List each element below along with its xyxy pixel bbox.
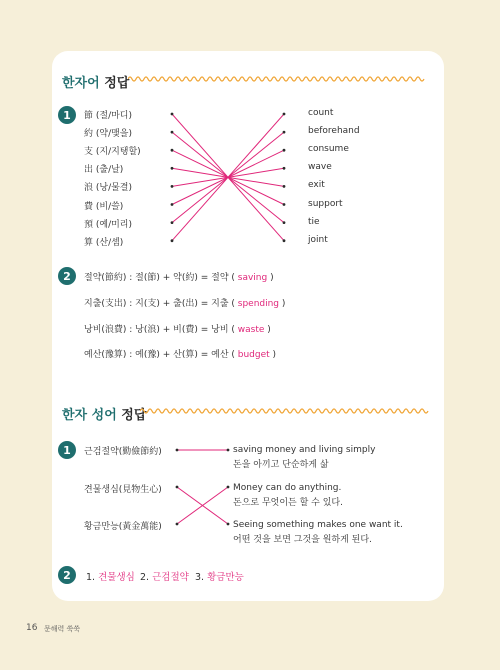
section1-q2-number: 2 bbox=[58, 267, 76, 285]
english-item: joint bbox=[308, 234, 328, 245]
hanja-item: 出 (출/날) bbox=[84, 165, 124, 176]
hanja-item: 預 (예/미리) bbox=[84, 219, 132, 230]
idiom-answer: 2. 근검절약 bbox=[140, 572, 189, 583]
equation-close: ) bbox=[279, 299, 286, 309]
equation-text: 낭비(浪費) : 낭(浪) + 비(費) = 낭비 ( bbox=[84, 325, 238, 335]
hanja-item: 算 (산/셈) bbox=[84, 237, 124, 248]
meaning-korean: 어떤 것을 보면 그것을 원하게 된다. bbox=[233, 535, 372, 545]
hanja-item: 節 (절/마디) bbox=[84, 111, 132, 121]
meaning-korean: 돈을 아끼고 단순하게 삶 bbox=[233, 460, 329, 470]
equation-answer: waste bbox=[237, 325, 265, 335]
match-dot bbox=[176, 523, 179, 526]
equation-text: 지출(支出) : 지(支) + 출(出) = 지출 ( bbox=[84, 299, 238, 309]
english-item: count bbox=[308, 108, 334, 118]
hanja-item: 約 (약/맺을) bbox=[84, 129, 132, 140]
equation-close: ) bbox=[264, 325, 271, 335]
page-number: 16 bbox=[26, 623, 38, 633]
section2-q2-number: 2 bbox=[58, 566, 76, 584]
match-dot bbox=[227, 486, 230, 489]
english-item: wave bbox=[308, 162, 332, 173]
section1-title: 한자어 정답 bbox=[62, 76, 130, 91]
equation-answer: spending bbox=[237, 299, 280, 309]
equation-answer: saving bbox=[237, 273, 268, 283]
idiom-answer: 3. 황금만능 bbox=[195, 572, 244, 583]
section1-q1-number: 1 bbox=[58, 106, 76, 124]
match-dot bbox=[227, 523, 230, 526]
match-dot bbox=[176, 449, 179, 452]
equation-close: ) bbox=[269, 350, 277, 360]
meaning-english: Seeing something makes one want it. bbox=[233, 520, 403, 530]
match-dot bbox=[227, 449, 230, 452]
section2-title: 한자 성어 정답 bbox=[62, 408, 147, 423]
equation-answer: budget bbox=[237, 350, 270, 360]
idiom-item: 근검절약(勤儉節約) bbox=[84, 447, 162, 457]
equation-text: 예산(豫算) : 예(豫) + 산(算) = 예산 ( bbox=[84, 350, 238, 360]
book-title: 문해력 쑥쑥 bbox=[44, 625, 81, 633]
meaning-english: saving money and living simply bbox=[233, 445, 376, 455]
hanja-item: 費 (비/쓸) bbox=[84, 201, 124, 212]
match-dot bbox=[176, 486, 179, 489]
english-item: consume bbox=[308, 144, 349, 155]
english-item: tie bbox=[308, 216, 320, 227]
equation-text: 절약(節約) : 절(節) + 약(約) = 절약 ( bbox=[84, 273, 238, 283]
english-item: beforehand bbox=[308, 126, 360, 137]
english-item: support bbox=[308, 198, 343, 209]
english-item: exit bbox=[308, 180, 325, 191]
section2-q1-number: 1 bbox=[58, 441, 76, 459]
meaning-english: Money can do anything. bbox=[233, 483, 342, 493]
meaning-korean: 돈으로 무엇이든 할 수 있다. bbox=[233, 498, 343, 508]
idiom-answer: 1. 견물생심 bbox=[86, 572, 135, 583]
idiom-item: 황금만능(黃金萬能) bbox=[84, 522, 162, 532]
hanja-item: 浪 (낭/물결) bbox=[84, 183, 132, 194]
idiom-item: 견물생심(見物生心) bbox=[84, 485, 162, 495]
equation-close: ) bbox=[267, 273, 274, 283]
hanja-item: 支 (지/지탱할) bbox=[84, 147, 141, 158]
